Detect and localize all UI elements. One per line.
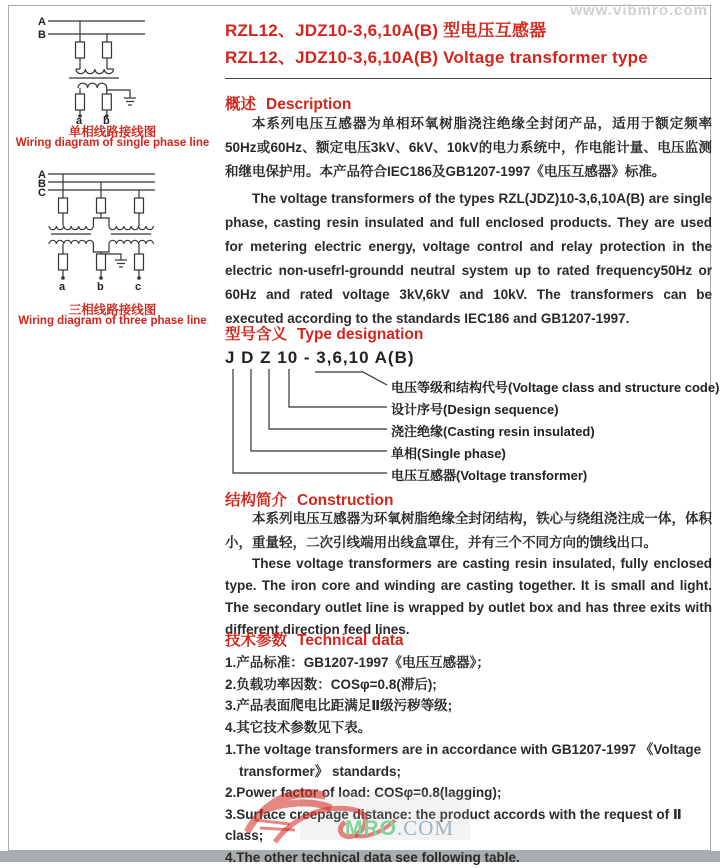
type-designation-heading-en: Type designation	[297, 326, 423, 343]
page-title-cn: RZL12、JDZ10-3,6,10A(B) 型电压互感器	[225, 16, 712, 41]
designation-item: 设计序号(Design sequence)	[391, 399, 559, 418]
title-divider	[225, 78, 712, 79]
description-heading-cn: 概述	[225, 96, 256, 113]
phase-a-label: A	[38, 16, 46, 28]
description-paragraph-cn: 本系列电压互感器为单相环氧树脂浇注绝缘全封闭产品，适用于额定频率50Hz或60Hz、额定电压3kV、6kV、10kV的电力系统中，作电能计量、电压监测和继电保护用。本产品符合IEC186及GB1207-1997《电压互感器》标准。	[225, 112, 712, 184]
type-designation-heading	[225, 322, 712, 344]
technical-item-cn: 4.其它技术参数见下表。	[225, 717, 712, 739]
technical-item-cn: 2.负载功率因数：COSφ=0.8(滞后);	[225, 674, 712, 696]
technical-item-en: 1.The voltage transformers are in accordance with GB1207-1997 《Voltage transformer》 standards;	[225, 739, 712, 782]
technical-data-heading	[225, 628, 712, 650]
single-phase-caption-cn: 单相线路接线图	[10, 122, 215, 140]
technical-list-cn	[225, 652, 712, 738]
phase-b-label: B	[38, 178, 46, 190]
designation-item: 单相(Single phase)	[391, 443, 506, 462]
terminal-b-label: b	[103, 115, 110, 124]
watermark-mro-com	[345, 816, 454, 841]
designation-item: 电压等级和结构代号(Voltage class and structure code)	[391, 377, 719, 396]
phase-c-label: C	[38, 187, 46, 199]
terminal-a-label: a	[59, 281, 66, 293]
description-heading	[225, 92, 712, 114]
single-phase-wiring-diagram	[35, 12, 210, 124]
watermark-mro: MRO	[345, 817, 397, 840]
technical-item-en: 3.Surface creepage distance: the product accords with the request of Ⅱ class;	[225, 804, 712, 847]
technical-item-en: 2.Power factor of load: COSφ=0.8(lagging);	[225, 782, 712, 804]
technical-data-heading-en: Technical data	[297, 632, 404, 649]
technical-item-en: 4.The other technical data see following table.	[225, 847, 712, 868]
technical-item-cn: 1.产品标准：GB1207-1997《电压互感器》；	[225, 652, 712, 674]
three-phase-caption-en: Wiring diagram of three phase line	[10, 315, 215, 327]
construction-paragraph-cn: 本系列电压互感器为环氧树脂绝缘全封闭结构，铁心与绕组浇注成一体，体积小，重量轻，二次引线端用出线盒罩住，并有三个不同方向的馈线出口。	[225, 507, 712, 555]
description-paragraph-en: The voltage transformers of the types RZL(JDZ)10-3,6,10A(B) are single phase, casting resin insulated and full enclosed products. They are used for metering electric energy, voltage control and relay protection in the electric non-usefrl-groundd neutral system up to rated frequency50Hz or 60Hz and rated voltage 3kV,6kV and 10kV. The transformers can be executed according to the standards IEC186 and GB1207-1997.	[225, 187, 712, 331]
phase-a-label: A	[38, 169, 46, 181]
designation-item: 浇注绝缘(Casting resin insulated)	[391, 421, 595, 440]
construction-heading-cn: 结构简介	[225, 492, 287, 509]
three-phase-caption-cn: 三相线路接线图	[10, 300, 215, 318]
designation-item: 电压互感器(Voltage transformer)	[391, 465, 587, 484]
technical-item-cn: 3.产品表面爬电比距满足Ⅱ级污秽等级;	[225, 695, 712, 717]
type-designation-diagram	[225, 348, 712, 488]
terminal-b-label: b	[97, 281, 104, 293]
construction-heading-en: Construction	[297, 492, 393, 509]
phase-b-label: B	[38, 29, 46, 41]
terminal-c-label: c	[135, 281, 141, 293]
type-designation-heading-cn: 型号含义	[225, 326, 287, 343]
type-code: J D Z 10 - 3,6,10 A(B)	[225, 348, 712, 368]
construction-paragraph-en: These voltage transformers are casting resin insulated, fully enclosed type. The iron core and winding are casting together. It is small and light. The secondary outlet line is wrapped by outlet box and has three exits with different direction feed lines.	[225, 553, 712, 641]
three-phase-wiring-diagram	[25, 166, 205, 296]
page-title-en: RZL12、JDZ10-3,6,10A(B) Voltage transformer type	[225, 43, 712, 68]
single-phase-caption-en: Wiring diagram of single phase line	[10, 137, 215, 149]
technical-data-heading-cn: 技术参数	[225, 632, 287, 649]
description-heading-en: Description	[266, 96, 351, 113]
terminal-a-label: a	[76, 115, 83, 124]
watermark-com: .COM	[397, 816, 454, 840]
watermark-url: www.vibmro.com	[570, 2, 708, 19]
